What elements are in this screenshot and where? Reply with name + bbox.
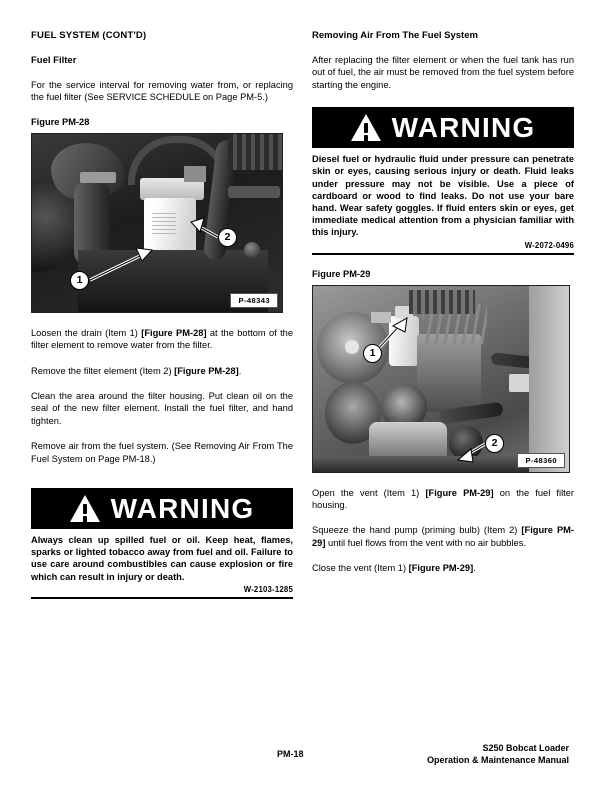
warning-text: Diesel fuel or hydraulic fluid under pressure can penetrate skin or eyes, causing serious injury or death. Fluid leaks under pressure may not be visible. Use a piece of cardboard or wood to find leaks. Do not use your bare hand. Wear safety goggles. If fluid enters skin or eyes, get immediate medical attention from a physician familiar with this injury. [312,154,574,238]
text-run: Loosen the drain (Item 1) [31,327,142,338]
text-run: Clean the area around the filter housing. Put clean oil on the seal of the new filter element. Install the fuel filter, and hand tighten. [31,391,293,426]
text-run-bold: [Figure PM-28] [141,327,207,338]
warning-code: W-2072-0496 [524,240,574,250]
warning-banner [312,107,574,148]
paragraph-squeeze-pump [312,524,574,549]
section-heading: FUEL SYSTEM (CONT'D) [31,30,147,41]
footer-model-line: S250 Bobcat Loader [482,743,569,753]
photo-tag-pm29: P-48360 [517,453,565,468]
warning-bottom-rule [31,597,293,599]
right-column [312,30,574,575]
paragraph-remove-air [31,440,293,465]
figure-pm28-caption: Figure PM-28 [31,116,90,127]
callout-2-arrow [313,286,569,472]
text-run: . [473,563,476,574]
callout-2-arrow [32,134,282,312]
paragraph-clean-area [31,390,293,427]
warning-triangle-icon [351,114,381,141]
paragraph-loosen-drain [31,327,293,352]
footer-page-number: PM-18 [277,749,304,759]
warning-banner [31,488,293,529]
figure-pm28-photo [31,133,283,313]
warning-box-left [31,488,293,599]
callout-2: 2 [218,228,237,247]
callout-2: 2 [485,434,504,453]
text-run-bold: [Figure PM-29] [312,525,574,548]
text-run: Close the vent (Item 1) [312,563,409,574]
text-run-bold: [Figure PM-28] [174,365,239,376]
paragraph-open-vent [312,487,574,512]
warning-code: W-2103-1285 [243,584,293,594]
warning-label: WARNING [391,111,536,143]
fuel-filter-heading: Fuel Filter [31,55,77,66]
text-run: at the bottom of the filter element to remove water from the filter. [31,327,293,351]
text-run: on the fuel filter housing. [312,487,574,511]
warning-label: WARNING [110,492,255,524]
paragraph-remove-element [31,365,293,377]
footer-manual-info [427,743,569,766]
text-run-bold: [Figure PM-29] [408,563,474,574]
photo-tag-pm28: P-48343 [230,293,278,308]
text-run: Squeeze the hand pump (priming bulb) (Item 2) [312,525,522,536]
text-run: . [238,365,242,376]
warning-box-right [312,107,574,254]
text-run-bold: [Figure PM-29] [425,487,494,498]
paragraph-close-vent [312,562,574,574]
callout-1: 1 [70,271,89,290]
figure-pm29-caption: Figure PM-29 [312,268,371,279]
right-intro-paragraph: After replacing the filter element or when the fuel tank has run out of fuel, the air must be removed from the fuel system before starting the engine. [312,55,574,90]
footer-manual-line: Operation & Maintenance Manual [426,754,569,765]
callout-1: 1 [363,344,382,363]
removing-air-heading: Removing Air From The Fuel System [312,30,478,41]
text-run: Open the vent (Item 1) [312,487,426,498]
intro-paragraph: For the service interval for removing water from, or replacing the fuel filter (See SERVICE SCHEDULE on Page PM-5.) [31,80,293,103]
text-run: until fuel flows from the vent with no air bubbles. [325,537,526,548]
figure-pm29-photo [312,285,570,473]
warning-text: Always clean up spilled fuel or oil. Keep heat, flames, sparks or lighted tobacco away from fuel and oil. Failure to use care around combustibles can cause explosion or fire which can result in injury or death. [31,535,293,582]
warning-triangle-icon [70,495,100,522]
text-run: Remove air from the fuel system. (See Removing Air From The Fuel System on Page PM-18.) [31,441,293,464]
left-column [31,30,293,599]
text-run: Remove the filter element (Item 2) [31,365,175,376]
